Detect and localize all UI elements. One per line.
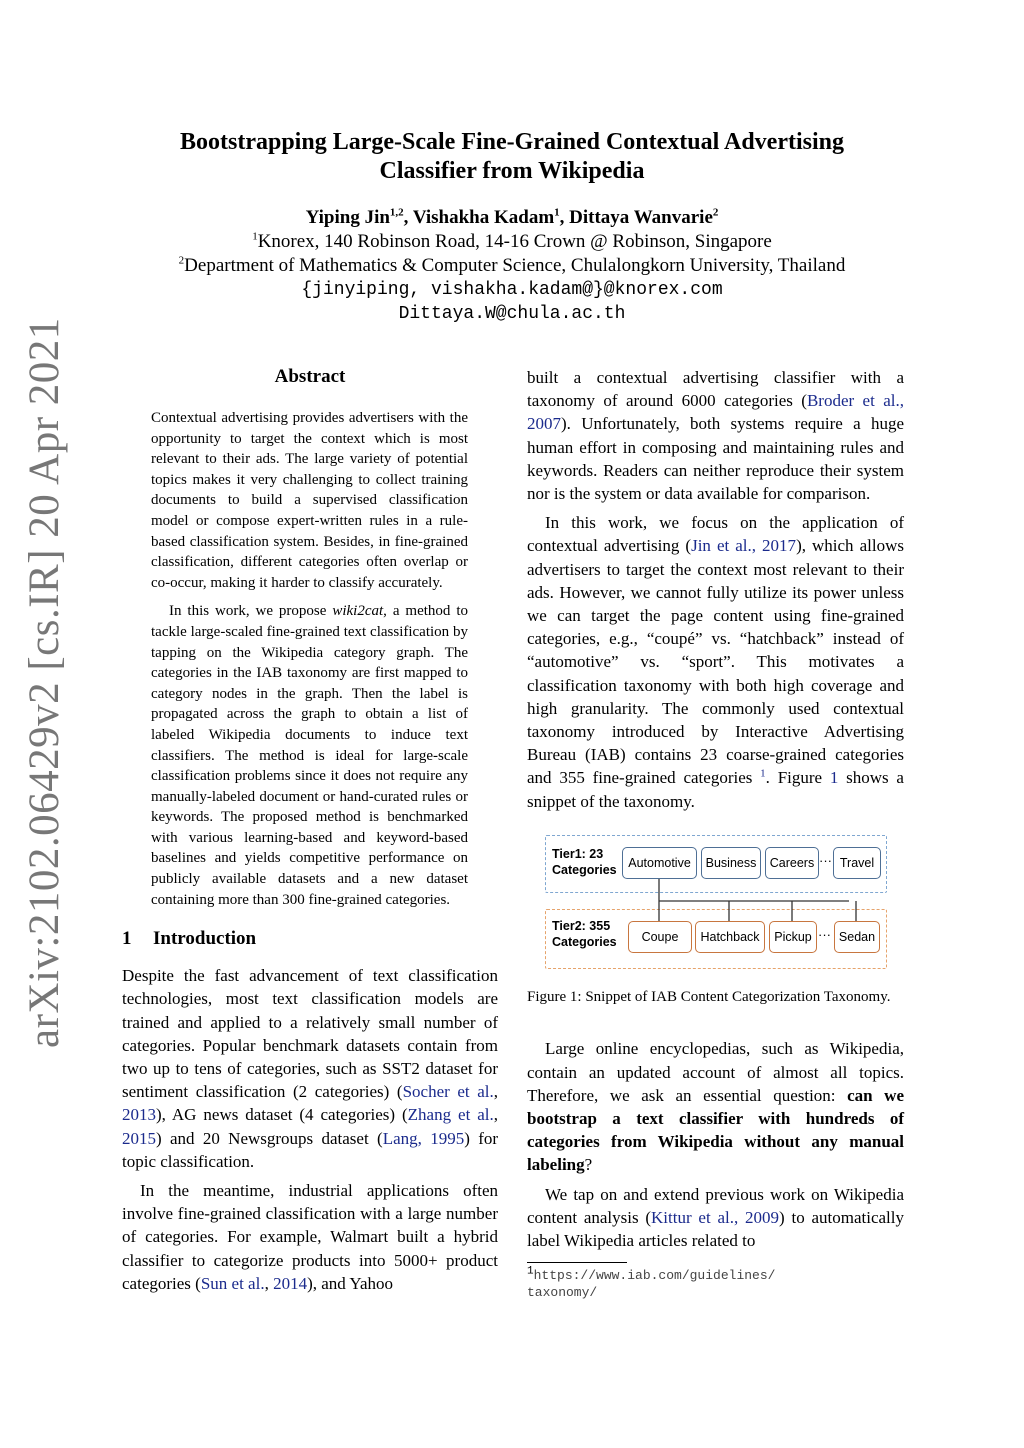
right-paragraph-2 [527, 511, 904, 813]
method-name: wiki2cat [332, 603, 384, 620]
abstract-paragraph-1: Contextual advertising provides advertisers with the opportunity to target the context which is most relevant to their ads. The large variety of potential topics makes it very challenging to collect training documents to build a supervised classification model or compose expert-written rules in a rule-based classification system. Besides, in fine-grained classification, different categories often overlap or co-occur, making it harder to classify accurately. [151, 410, 468, 591]
affiliation-2-marker: 2 [178, 254, 185, 267]
author-3-affil: 2 [712, 206, 719, 219]
author-3: , Dittaya Wanvarie [559, 207, 713, 228]
right-p1-text-b: ). Unfortunately, both systems require a huge human effort in composing and maintaining rules and keywords. Readers can neither reproduce their system nor is the system or data available for comparison. [527, 414, 904, 504]
node-sedan: Sedan [834, 921, 880, 953]
right-p3-text-b: ? [584, 1155, 593, 1175]
abstract-p2-text-a: In this work, we propose [169, 603, 333, 620]
intro-paragraph-1 [122, 964, 498, 1173]
intro-p1-sep-2: , [493, 1105, 498, 1125]
node-automotive: Automotive [622, 847, 697, 879]
node-hatchback: Hatchback [695, 921, 765, 953]
author-names [120, 206, 904, 230]
right-p1-text-a: built a contextual advertising classifier with a taxonomy of around 6000 categories ( [527, 368, 904, 411]
right-p2-text-b: ), which allows advertisers to target the context most relevant to their ads. However, we cannot fully utilize its power unless we can target the page content using fine-grained categories, e.g., “coupé” vs. “hatchback” instead of “automotive” vs. “sport”. This motivates a classification taxonomy with both high coverage and high granularity. The commonly used contextual taxonomy introduced by Interactive Advertising Bureau (IAB) contains 23 coarse-grained categories and 355 fine-grained categories [527, 536, 904, 788]
intro-p1-sep-1: , [493, 1082, 498, 1102]
arxiv-identifier: arXiv:2102.06429v2 [cs.IR] 20 Apr 2021 [21, 317, 68, 1048]
node-business: Business [701, 847, 761, 879]
tier2-ellipsis: ··· [818, 926, 831, 942]
intro-p2-sep-1: , [264, 1273, 274, 1293]
intro-p1-text-c: ) and 20 Newsgroups dataset ( [156, 1128, 383, 1148]
node-coupe: Coupe [628, 921, 692, 953]
intro-p1-text-d: ) for topic classification. [122, 1128, 499, 1171]
tier1-label-line2: Categories [552, 862, 617, 877]
intro-p2-text-a: In the meantime, industrial applications often involve fine-grained classification with a large number of categories. For example, Walmart built a hybrid classifier to categorize products into 5000+ product categories ( [122, 1181, 498, 1293]
right-p3-text-a: Large online encyclopedias, such as Wikipedia, contain an updated account of almost all topics. Therefore, we ask an essential question: [527, 1039, 904, 1105]
citation-socher-link[interactable]: Socher et al. [402, 1082, 494, 1102]
figure-1-taxonomy-diagram [527, 835, 904, 975]
title-line-1: Bootstrapping Large-Scale Fine-Grained Contextual Advertising [180, 129, 844, 155]
citation-kittur-link[interactable]: Kittur et al., 2009 [651, 1207, 780, 1227]
left-column [122, 366, 498, 1301]
author-block [120, 206, 904, 326]
node-pickup: Pickup [769, 921, 817, 953]
citation-socher-year-link[interactable]: 2013 [122, 1105, 156, 1125]
research-question: can we bootstrap a text classifier with hundreds of categories from Wikipedia without any manual labeling [527, 1085, 904, 1175]
citation-lang-link[interactable]: Lang, 1995 [382, 1128, 465, 1148]
right-p4-text-b: ) to automatically label Wikipedia articles related to [527, 1207, 904, 1250]
email-1: {jinyiping, vishakha.kadam@}@knorex.com [301, 280, 723, 300]
affiliation-2 [120, 254, 904, 278]
node-travel: Travel [833, 847, 881, 879]
affiliation-1-text: Knorex, 140 Robinson Road, 14-16 Crown @ Robinson, Singapore [257, 231, 772, 252]
footnote-url-line2[interactable]: taxonomy/ [527, 1285, 598, 1301]
citation-sun-year-link[interactable]: 2014 [273, 1273, 308, 1293]
footnote-divider [527, 1262, 627, 1263]
paper-title [120, 128, 904, 186]
footnote-url-line1[interactable]: https://www.iab.com/guidelines/ [533, 1268, 776, 1284]
affiliation-2-text: Department of Mathematics & Computer Science, Chulalongkorn University, Thailand [184, 255, 846, 276]
section-title: Introduction [153, 928, 257, 950]
footnote-marker[interactable]: 1 [760, 767, 766, 780]
figure-1-caption: Figure 1: Snippet of IAB Content Categorization Taxonomy. [527, 988, 891, 1005]
author-2-affil: 1 [554, 206, 560, 219]
right-p2-text-a: In this work, we focus on the application of contextual advertising ( [527, 513, 904, 556]
right-paragraph-3 [527, 1037, 904, 1176]
right-column [527, 366, 904, 1301]
author-1-affil: 1,2 [389, 206, 404, 219]
tier2-label-line1: Tier2: 355 [552, 918, 611, 933]
footnote-1 [527, 1267, 904, 1301]
node-careers: Careers [765, 847, 819, 879]
abstract-paragraph-2 [151, 601, 468, 910]
right-paragraph-1 [527, 366, 904, 505]
figure-ref-1[interactable]: 1 [829, 768, 839, 788]
footnote-number: 1 [527, 1265, 534, 1278]
right-p2-text-c: . Figure [765, 768, 830, 788]
footnote-url-link[interactable] [527, 1265, 776, 1301]
abstract-heading: Abstract [274, 366, 346, 387]
author-2: , Vishakha Kadam [403, 207, 555, 228]
right-body-bottom [527, 1037, 904, 1252]
tier1-ellipsis: ··· [819, 852, 832, 868]
right-p4-text-a: We tap on and extend previous work on Wikipedia content analysis ( [527, 1184, 904, 1227]
section-heading-introduction [122, 928, 498, 950]
citation-broder-link[interactable]: Broder et al., 2007 [527, 391, 904, 434]
tier1-label-line1: Tier1: 23 [552, 846, 604, 861]
intro-body [122, 964, 498, 1295]
intro-p1-text-b: ), AG news dataset (4 categories) ( [156, 1105, 408, 1125]
section-number: 1 [122, 928, 132, 950]
citation-sun-link[interactable]: Sun et al. [200, 1273, 265, 1293]
intro-p1-text-a: Despite the fast advancement of text classification technologies, most text classification models are trained and applied to a relatively small number of categories. Popular benchmark datasets contain from two up to tens of categories, such as SST2 dataset for sentiment classification (2 categories) ( [122, 966, 498, 1102]
citation-jin-link[interactable]: Jin et al., 2017 [691, 536, 797, 556]
affiliation-1-marker: 1 [252, 230, 258, 243]
abstract-body [122, 408, 498, 910]
tier2-label-line2: Categories [552, 934, 617, 949]
abstract-p2-text-b: , a method to tackle large-scaled fine-grained text classification by tapping on the Wikipedia category graph. The categories in the IAB taxonomy are first mapped to category nodes in the graph. Then the label is propagated across the graph to obtain a list of labeled Wikipedia documents to induce text classifiers. The method is ideal for large-scale classification problems since it does not require any manually-labeled document or hand-curated rules or keywords. The proposed method is benchmarked with various learning-based and keyword-based baselines and yields competitive performance on publicly available datasets and a new dataset containing more than 300 fine-grained categories. [151, 603, 468, 908]
intro-p2-text-b: ), and Yahoo [307, 1273, 394, 1293]
title-line-2: Classifier from Wikipedia [379, 158, 645, 184]
citation-zhang-link[interactable]: Zhang et al. [407, 1105, 494, 1125]
email-2: Dittaya.W@chula.ac.th [398, 304, 626, 324]
citation-zhang-year-link[interactable]: 2015 [122, 1128, 156, 1148]
intro-paragraph-2 [122, 1179, 498, 1295]
right-p2-text-d: shows a snippet of the taxonomy. [527, 768, 904, 811]
right-body-top [527, 366, 904, 813]
author-1: Yiping Jin [305, 207, 390, 228]
affiliation-1 [120, 230, 904, 254]
right-paragraph-4 [527, 1183, 904, 1253]
